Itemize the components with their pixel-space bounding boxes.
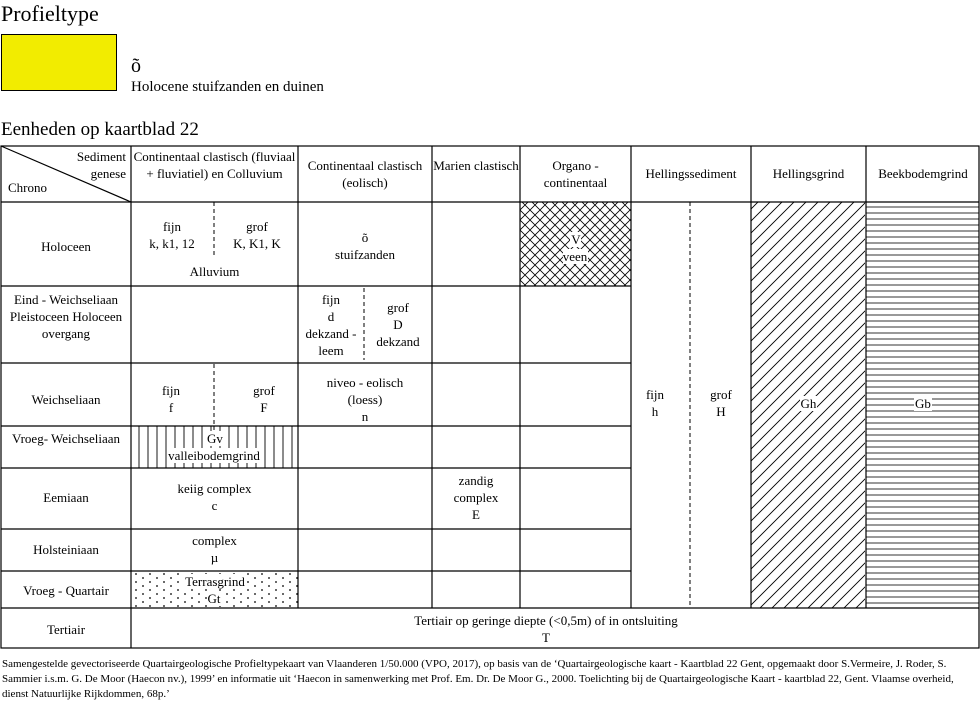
cell-eind-grof: grof D dekzand: [376, 300, 420, 349]
corner-sediment-genese: [60, 148, 126, 182]
cell-holoceen-fijn: fijn k, k1, 12: [149, 219, 195, 251]
col-header-cont-clastisch: Continentaal clastisch (fluviaal + fluviatiel) en Colluvium: [133, 149, 296, 181]
cell-vroeg-weich-valleibodemgrind: [132, 430, 297, 464]
corner-genese-label: genese: [90, 166, 126, 181]
row-header-holoceen: Holoceen: [41, 239, 91, 254]
cell-holoceen-grof: grof K, K1, K: [233, 219, 281, 251]
row-header-eind-weichseliaan: Eind - Weichseliaan Pleistoceen Holoceen overgang: [9, 292, 123, 341]
beekbodemgrind-label: Gb: [915, 396, 931, 411]
corner-chrono: Chrono: [8, 180, 47, 195]
cell-helling-grof: grof H: [710, 387, 732, 419]
cell-beekbodemgrind: [867, 395, 979, 412]
legend-description: Holocene stuifzanden en duinen: [131, 79, 324, 95]
row-header-vroeg-weichseliaan: Vroeg- Weichseliaan: [11, 431, 121, 446]
cell-weich-grof: grof F: [253, 383, 275, 415]
terrasgrind-label: Terrasgrind Gt: [185, 574, 245, 606]
col-header-beekbodemgrind: Beekbodemgrind: [878, 166, 968, 181]
cell-weich-loess: niveo - eolisch (loess) n: [326, 375, 404, 424]
col-header-hellingssediment: Hellingssediment: [645, 166, 737, 181]
page-title: Profieltype: [1, 1, 99, 26]
veen-label: V veen: [562, 232, 588, 264]
units-title: Eenheden op kaartblad 22: [1, 119, 199, 140]
hellingsgrind-label: Gh: [800, 396, 817, 411]
cell-holoceen-alluvium: Alluvium: [189, 264, 240, 279]
cell-tertiair: Tertiair op geringe diepte (<0,5m) of in ontsluiting T: [414, 613, 678, 645]
col-header-cont-eolisch: Continentaal clastisch (eolisch): [307, 158, 423, 190]
cell-weich-fijn: fijn f: [161, 383, 181, 415]
col-header-hellingsgrind: Hellingsgrind: [772, 166, 845, 181]
corner-sediment-label: Sediment: [76, 149, 126, 164]
col-header-marien: Marien clastisch: [433, 158, 519, 173]
row-header-holsteiniaan: Holsteiniaan: [33, 542, 99, 557]
footnote: Samengestelde gevectoriseerde Quartairgeologische Profieltypekaart van Vlaanderen 1/50.000 (VPO, 2017), op basis van de ‘Quartairgeologische kaart - Kaartblad 22 Gent, opgemaakt door S.Vermeire, J. Roder, S. Sammier i.s.m. G. De Moor (Haecon nv.), 1999’ en informatie uit ‘Haecon in samenwerking met Prof. Em. Dr. De Moor G., 2000. Toelichting bij de Quartairgeologische Kaart - kaartblad 22, Gent. Vlaamse overheid, dienst Natuurlijke Rijkdommen, 68p.’: [2, 658, 954, 700]
row-header-weichseliaan: Weichseliaan: [31, 392, 101, 407]
row-header-tertiair: Tertiair: [46, 622, 86, 637]
cell-eem-zandig-complex: zandig complex E: [453, 473, 499, 522]
cell-helling-fijn: fijn h: [645, 387, 665, 419]
cell-eind-fijn: fijn d dekzand - leem: [305, 292, 357, 358]
cell-holoceen-veen: [521, 231, 630, 265]
valleibodemgrind-label: Gv valleibodemgrind: [168, 431, 260, 463]
cell-eem-keiig-complex: keiig complex c: [177, 481, 252, 513]
cell-holoceen-stuifzanden: õ stuifzanden: [335, 230, 395, 262]
col-header-organo: Organo - continentaal: [543, 158, 608, 190]
cell-hellingsgrind: [752, 395, 865, 412]
row-header-vroeg-quartair: Vroeg - Quartair: [23, 583, 109, 598]
cell-holst-complex: complex µ: [192, 533, 237, 565]
row-header-eemiaan: Eemiaan: [43, 490, 89, 505]
cell-vq-terrasgrind: [132, 573, 297, 607]
legend-symbol: õ: [131, 55, 141, 77]
